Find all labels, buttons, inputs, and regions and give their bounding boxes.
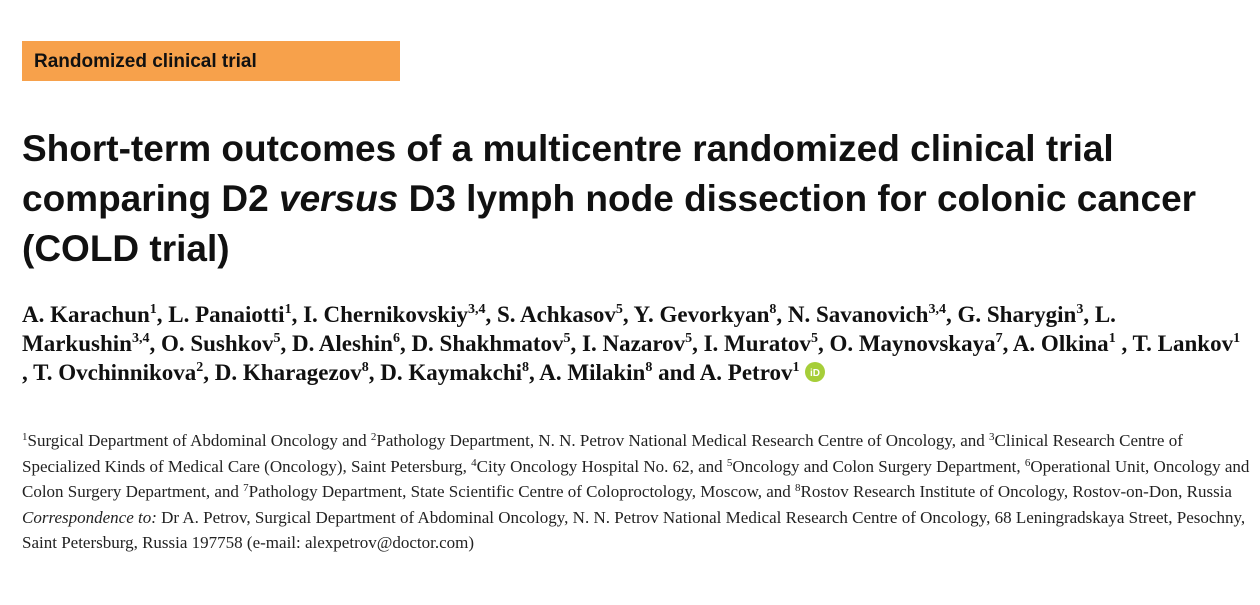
author-separator: , bbox=[22, 360, 34, 385]
author-separator: , bbox=[291, 302, 304, 327]
affiliation-text: Pathology Department, N. N. Petrov National Medical Research Centre of Oncology, and bbox=[376, 431, 990, 450]
author-separator: , bbox=[945, 302, 958, 327]
author-affiliation-marker: 1 bbox=[149, 302, 157, 317]
svg-text:iD: iD bbox=[810, 368, 821, 379]
author-separator: , bbox=[622, 302, 634, 327]
author-separator: and bbox=[652, 360, 700, 385]
author-affiliation-marker: 6 bbox=[392, 331, 400, 346]
author-affiliation-marker: 8 bbox=[361, 360, 369, 375]
author-separator: , bbox=[1083, 302, 1095, 327]
author-name[interactable]: I. Chernikovskiy bbox=[303, 302, 468, 327]
author-affiliation-marker: 3 bbox=[1076, 302, 1084, 317]
author-affiliation-marker: 5 bbox=[563, 331, 571, 346]
author-affiliation-marker: 2 bbox=[196, 360, 204, 375]
affiliation-marker: 5 bbox=[726, 456, 733, 469]
author-name[interactable]: A. Olkina bbox=[1012, 331, 1109, 356]
author-name[interactable]: D. Aleshin bbox=[291, 331, 393, 356]
author-affiliation-marker: 3,4 bbox=[131, 331, 150, 346]
author-affiliation-marker: 5 bbox=[273, 331, 281, 346]
author-name[interactable]: I. Muratov bbox=[703, 331, 811, 356]
affiliation-marker: 4 bbox=[471, 456, 477, 469]
author-separator: , bbox=[692, 331, 704, 356]
author-separator: , bbox=[1002, 331, 1013, 356]
affiliation-text: City Oncology Hospital No. 62, and bbox=[476, 456, 727, 476]
author-separator: , bbox=[280, 331, 292, 356]
affiliation-text: Operational Unit, Oncology and Colon Surgery Department, and bbox=[22, 456, 1250, 501]
title-part-2: D3 lymph node dissection for colonic cancer (COLD trial) bbox=[22, 178, 1197, 269]
author-affiliation-marker: 3,4 bbox=[928, 302, 946, 317]
article-title bbox=[22, 124, 1242, 274]
author-separator: , bbox=[149, 331, 161, 356]
article-type-label: Randomized clinical trial bbox=[34, 51, 257, 72]
author-affiliation-marker: 5 bbox=[685, 331, 693, 346]
correspondence-text: Dr A. Petrov, Surgical Department of Abdominal Oncology, N. N. Petrov National Medical Research Centre of Oncology, 68 Leningradskaya Street, Pesochny, Saint Petersburg, Russia 197758 (e-mail: alexpetrov@doctor.com) bbox=[22, 507, 1246, 552]
author-name[interactable]: D. Kharagezov bbox=[214, 360, 362, 385]
author-affiliation-marker: 1 bbox=[1108, 331, 1116, 346]
orcid-icon[interactable] bbox=[805, 362, 825, 382]
author-affiliation-marker: 3,4 bbox=[467, 302, 486, 317]
author-separator: , bbox=[485, 302, 497, 327]
author-separator: , bbox=[399, 331, 412, 356]
author-name[interactable]: A. Milakin bbox=[539, 360, 646, 385]
author-affiliation-marker: 5 bbox=[615, 302, 623, 317]
author-separator: , bbox=[1115, 331, 1133, 356]
affiliation-marker: 7 bbox=[243, 482, 249, 494]
author-name[interactable]: G. Sharygin bbox=[957, 302, 1077, 327]
author-list bbox=[22, 300, 1247, 387]
author-separator: , bbox=[203, 360, 215, 385]
affiliation-text: Rostov Research Institute of Oncology, Rostov-on-Don, Russia bbox=[800, 482, 1232, 501]
correspondence-label: Correspondence to: bbox=[22, 507, 157, 527]
author-affiliation-marker: 1 bbox=[284, 302, 292, 317]
affiliation-marker: 8 bbox=[795, 482, 801, 494]
author-name[interactable]: I. Nazarov bbox=[582, 331, 686, 356]
author-affiliation-marker: 1 bbox=[1233, 331, 1241, 346]
author-separator: , bbox=[368, 360, 381, 385]
author-affiliation-marker: 1 bbox=[792, 360, 800, 375]
affiliations-block bbox=[22, 428, 1252, 556]
affiliation-marker: 6 bbox=[1024, 456, 1031, 469]
author-separator: , bbox=[156, 302, 169, 327]
affiliation-text: Pathology Department, State Scientific Centre of Coloproctology, Moscow, and bbox=[248, 482, 796, 501]
author-separator: , bbox=[529, 360, 540, 385]
author-name[interactable]: D. Kaymakchi bbox=[380, 360, 523, 385]
author-name[interactable]: O. Maynovskaya bbox=[829, 331, 996, 356]
author-affiliation-marker: 7 bbox=[995, 331, 1003, 346]
title-italic: versus bbox=[279, 178, 399, 219]
author-name[interactable]: Y. Gevorkyan bbox=[633, 302, 770, 327]
author-name[interactable]: L. Panaiotti bbox=[168, 302, 285, 327]
author-separator: , bbox=[776, 302, 788, 327]
author-separator: , bbox=[817, 331, 830, 356]
affiliation-text: Oncology and Colon Surgery Department, bbox=[732, 456, 1025, 476]
author-affiliation-marker: 5 bbox=[810, 331, 818, 346]
affiliation-marker: 3 bbox=[989, 431, 995, 443]
author-name[interactable]: L. Markushin bbox=[22, 302, 1116, 356]
author-name[interactable]: A. Karachun bbox=[22, 302, 150, 327]
author-name[interactable]: A. Petrov bbox=[699, 360, 793, 385]
author-name[interactable]: T. Ovchinnikova bbox=[33, 360, 197, 385]
author-separator: , bbox=[570, 331, 583, 356]
author-name[interactable]: D. Shakhmatov bbox=[411, 331, 564, 356]
author-affiliation-marker: 8 bbox=[769, 302, 777, 317]
author-name[interactable]: N. Savanovich bbox=[787, 302, 929, 327]
affiliation-text: Surgical Department of Abdominal Oncology and bbox=[27, 431, 371, 450]
affiliation-list bbox=[22, 431, 1249, 501]
author-name[interactable]: O. Sushkov bbox=[160, 331, 274, 356]
author-affiliation-marker: 8 bbox=[522, 360, 530, 375]
author-affiliation-marker: 8 bbox=[645, 360, 653, 375]
author-name[interactable]: T. Lankov bbox=[1132, 331, 1234, 356]
article-type-badge bbox=[22, 41, 400, 81]
affiliation-marker: 1 bbox=[22, 431, 28, 443]
author-name[interactable]: S. Achkasov bbox=[496, 302, 616, 327]
affiliation-text: Clinical Research Centre of Specialized Kinds of Medical Care (Oncology), Saint Petersburg, bbox=[22, 431, 1183, 476]
affiliation-marker: 2 bbox=[370, 431, 377, 443]
title-part-1: Short-term outcomes of a multicentre randomized clinical trial comparing D2 bbox=[22, 128, 1114, 219]
